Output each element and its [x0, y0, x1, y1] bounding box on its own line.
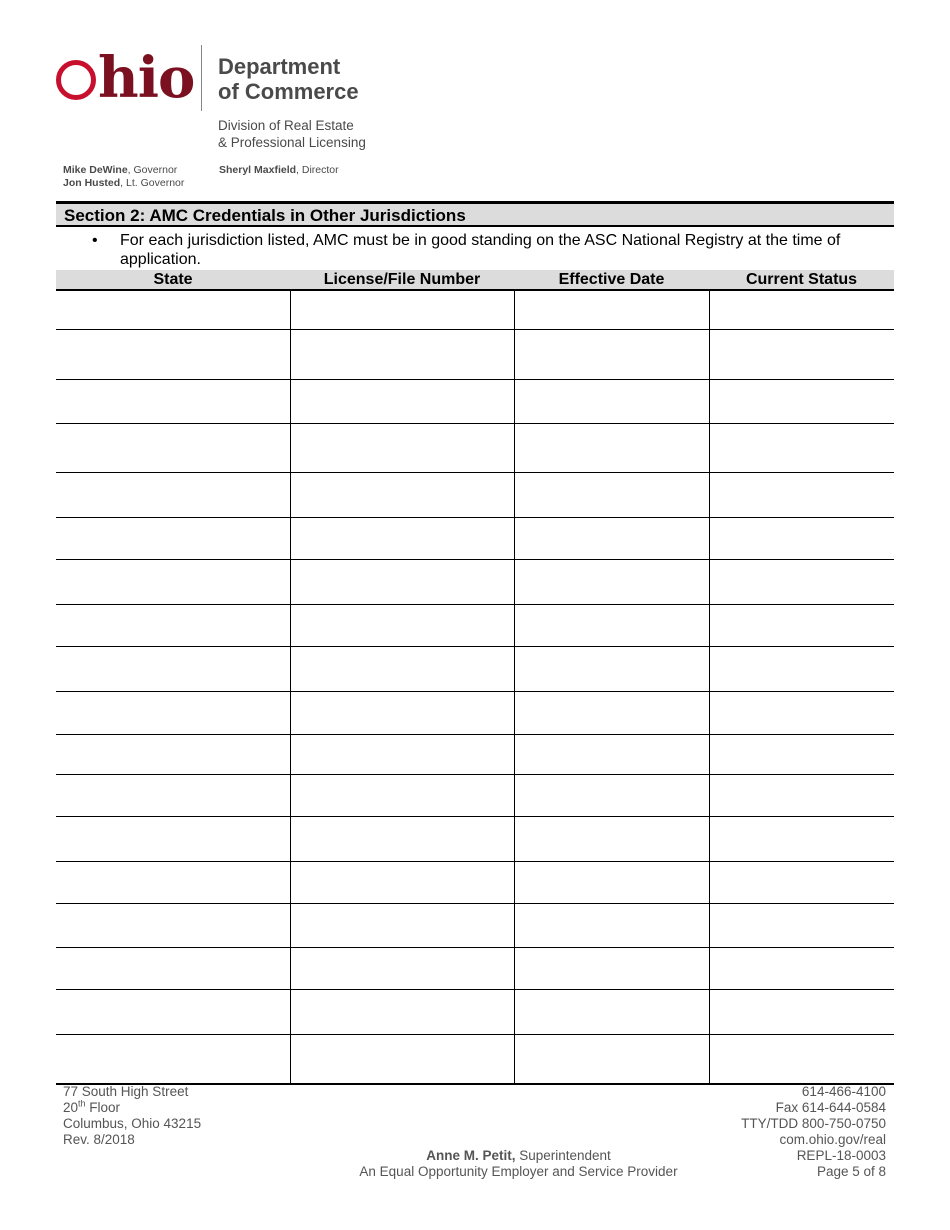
cell-license-file-number[interactable]	[290, 517, 514, 559]
cell-effective-date[interactable]	[514, 734, 709, 774]
division-line-1: Division of Real Estate	[218, 118, 354, 133]
cell-license-file-number[interactable]	[290, 290, 514, 329]
superintendent-name: Anne M. Petit,	[426, 1148, 516, 1163]
table-row	[56, 734, 894, 774]
division-line-2: & Professional Licensing	[218, 135, 366, 150]
cell-effective-date[interactable]	[514, 646, 709, 691]
table-body	[56, 290, 894, 1084]
cell-license-file-number[interactable]	[290, 423, 514, 472]
table-row	[56, 559, 894, 604]
department-name	[218, 54, 359, 104]
column-header-license-file-number: License/File Number	[290, 270, 514, 290]
page-number: Page 5 of 8	[816, 1164, 886, 1179]
cell-effective-date[interactable]	[514, 290, 709, 329]
cell-state[interactable]	[56, 604, 290, 646]
table-row	[56, 517, 894, 559]
revision-date: Rev. 8/2018	[63, 1132, 135, 1147]
cell-state[interactable]	[56, 903, 290, 947]
table-row	[56, 1034, 894, 1084]
table-header-row	[56, 270, 894, 290]
cell-license-file-number[interactable]	[290, 734, 514, 774]
cell-effective-date[interactable]	[514, 774, 709, 816]
cell-current-status[interactable]	[709, 947, 894, 989]
ohio-logo-text: hio	[98, 45, 195, 111]
cell-effective-date[interactable]	[514, 559, 709, 604]
state-officials	[63, 164, 184, 190]
cell-current-status[interactable]	[709, 646, 894, 691]
cell-state[interactable]	[56, 290, 290, 329]
section-header	[56, 201, 894, 227]
ohio-logo-ring-icon	[56, 60, 96, 100]
table-row	[56, 423, 894, 472]
cell-effective-date[interactable]	[514, 691, 709, 734]
cell-license-file-number[interactable]	[290, 903, 514, 947]
cell-current-status[interactable]	[709, 379, 894, 423]
address-line-1: 77 South High Street	[63, 1084, 189, 1099]
section-instruction: For each jurisdiction listed, AMC must be in good standing on the ASC National Registry at the time of application.	[120, 232, 841, 268]
cell-current-status[interactable]	[709, 1034, 894, 1084]
footer-center	[300, 1148, 737, 1180]
lt-governor-line	[63, 177, 184, 190]
cell-state[interactable]	[56, 947, 290, 989]
cell-state[interactable]	[56, 646, 290, 691]
cell-state[interactable]	[56, 691, 290, 734]
cell-state[interactable]	[56, 734, 290, 774]
cell-license-file-number[interactable]	[290, 379, 514, 423]
cell-license-file-number[interactable]	[290, 816, 514, 861]
cell-license-file-number[interactable]	[290, 774, 514, 816]
department-line-1: Department	[218, 54, 341, 79]
logo-divider	[201, 45, 202, 111]
cell-effective-date[interactable]	[514, 816, 709, 861]
cell-license-file-number[interactable]	[290, 1034, 514, 1084]
cell-current-status[interactable]	[709, 989, 894, 1034]
table-row	[56, 290, 894, 329]
cell-license-file-number[interactable]	[290, 646, 514, 691]
director-line	[219, 164, 339, 177]
cell-effective-date[interactable]	[514, 861, 709, 903]
cell-current-status[interactable]	[709, 559, 894, 604]
cell-license-file-number[interactable]	[290, 947, 514, 989]
address-line-3: Columbus, Ohio 43215	[63, 1116, 202, 1131]
cell-current-status[interactable]	[709, 517, 894, 559]
cell-license-file-number[interactable]	[290, 559, 514, 604]
cell-state[interactable]	[56, 472, 290, 517]
cell-current-status[interactable]	[709, 861, 894, 903]
floor-word: Floor	[85, 1100, 121, 1115]
cell-state[interactable]	[56, 1034, 290, 1084]
department-line-2: of Commerce	[218, 79, 359, 104]
cell-effective-date[interactable]	[514, 604, 709, 646]
cell-current-status[interactable]	[709, 734, 894, 774]
cell-effective-date[interactable]	[514, 423, 709, 472]
cell-effective-date[interactable]	[514, 1034, 709, 1084]
cell-current-status[interactable]	[709, 903, 894, 947]
cell-effective-date[interactable]	[514, 989, 709, 1034]
table-row	[56, 604, 894, 646]
column-header-state: State	[56, 270, 290, 290]
website-link[interactable]: com.ohio.gov/real	[779, 1132, 886, 1147]
cell-state[interactable]	[56, 774, 290, 816]
governor-line	[63, 164, 184, 177]
director-title: , Director	[296, 164, 339, 176]
cell-state[interactable]	[56, 423, 290, 472]
cell-current-status[interactable]	[709, 816, 894, 861]
cell-current-status[interactable]	[709, 423, 894, 472]
cell-current-status[interactable]	[709, 290, 894, 329]
cell-license-file-number[interactable]	[290, 472, 514, 517]
table-row	[56, 989, 894, 1034]
bullet-marker: •	[92, 232, 98, 249]
floor-suffix: th	[78, 1098, 86, 1109]
table-row	[56, 903, 894, 947]
cell-effective-date[interactable]	[514, 903, 709, 947]
cell-license-file-number[interactable]	[290, 691, 514, 734]
ohio-logo	[56, 46, 194, 110]
cell-state[interactable]	[56, 379, 290, 423]
cell-state[interactable]	[56, 329, 290, 379]
lt-governor-title: , Lt. Governor	[120, 177, 185, 189]
cell-state[interactable]	[56, 517, 290, 559]
cell-current-status[interactable]	[709, 472, 894, 517]
column-header-effective-date: Effective Date	[514, 270, 709, 290]
table-row	[56, 379, 894, 423]
footer-address	[63, 1084, 201, 1148]
table-row	[56, 947, 894, 989]
column-header-current-status: Current Status	[709, 270, 894, 290]
cell-license-file-number[interactable]	[290, 989, 514, 1034]
table-row	[56, 816, 894, 861]
cell-effective-date[interactable]	[514, 472, 709, 517]
table-row	[56, 861, 894, 903]
equal-opportunity-statement: An Equal Opportunity Employer and Service Provider	[359, 1164, 678, 1179]
floor-number: 20	[63, 1100, 79, 1115]
table-row	[56, 691, 894, 734]
cell-effective-date[interactable]	[514, 379, 709, 423]
cell-license-file-number[interactable]	[290, 604, 514, 646]
lt-governor-name: Jon Husted	[63, 177, 121, 189]
cell-effective-date[interactable]	[514, 947, 709, 989]
cell-license-file-number[interactable]	[290, 329, 514, 379]
cell-current-status[interactable]	[709, 604, 894, 646]
cell-license-file-number[interactable]	[290, 861, 514, 903]
table-row	[56, 329, 894, 379]
superintendent-title: Superintendent	[515, 1148, 611, 1163]
fax-number: Fax 614-644-0584	[775, 1100, 886, 1115]
cell-state[interactable]	[56, 559, 290, 604]
division-name	[218, 117, 366, 151]
phone-number: 614-466-4100	[801, 1084, 886, 1099]
director-name: Sheryl Maxfield	[219, 164, 297, 176]
cell-current-status[interactable]	[709, 329, 894, 379]
cell-effective-date[interactable]	[514, 517, 709, 559]
cell-state[interactable]	[56, 989, 290, 1034]
table-row	[56, 774, 894, 816]
table-row	[56, 646, 894, 691]
jurisdictions-table	[56, 270, 894, 1085]
cell-state[interactable]	[56, 816, 290, 861]
cell-current-status[interactable]	[709, 774, 894, 816]
superintendent-line	[300, 1148, 737, 1164]
governor-title: , Governor	[127, 164, 178, 176]
table-row	[56, 472, 894, 517]
footer-contact	[741, 1084, 886, 1180]
address-line-2	[63, 1100, 201, 1116]
section-title: Section 2: AMC Credentials in Other Jurisdictions	[64, 206, 466, 225]
cell-current-status[interactable]	[709, 691, 894, 734]
tty-number: TTY/TDD 800-750-0750	[741, 1116, 886, 1131]
cell-state[interactable]	[56, 861, 290, 903]
cell-effective-date[interactable]	[514, 329, 709, 379]
governor-name: Mike DeWine	[63, 164, 128, 176]
form-number: REPL-18-0003	[796, 1148, 886, 1163]
